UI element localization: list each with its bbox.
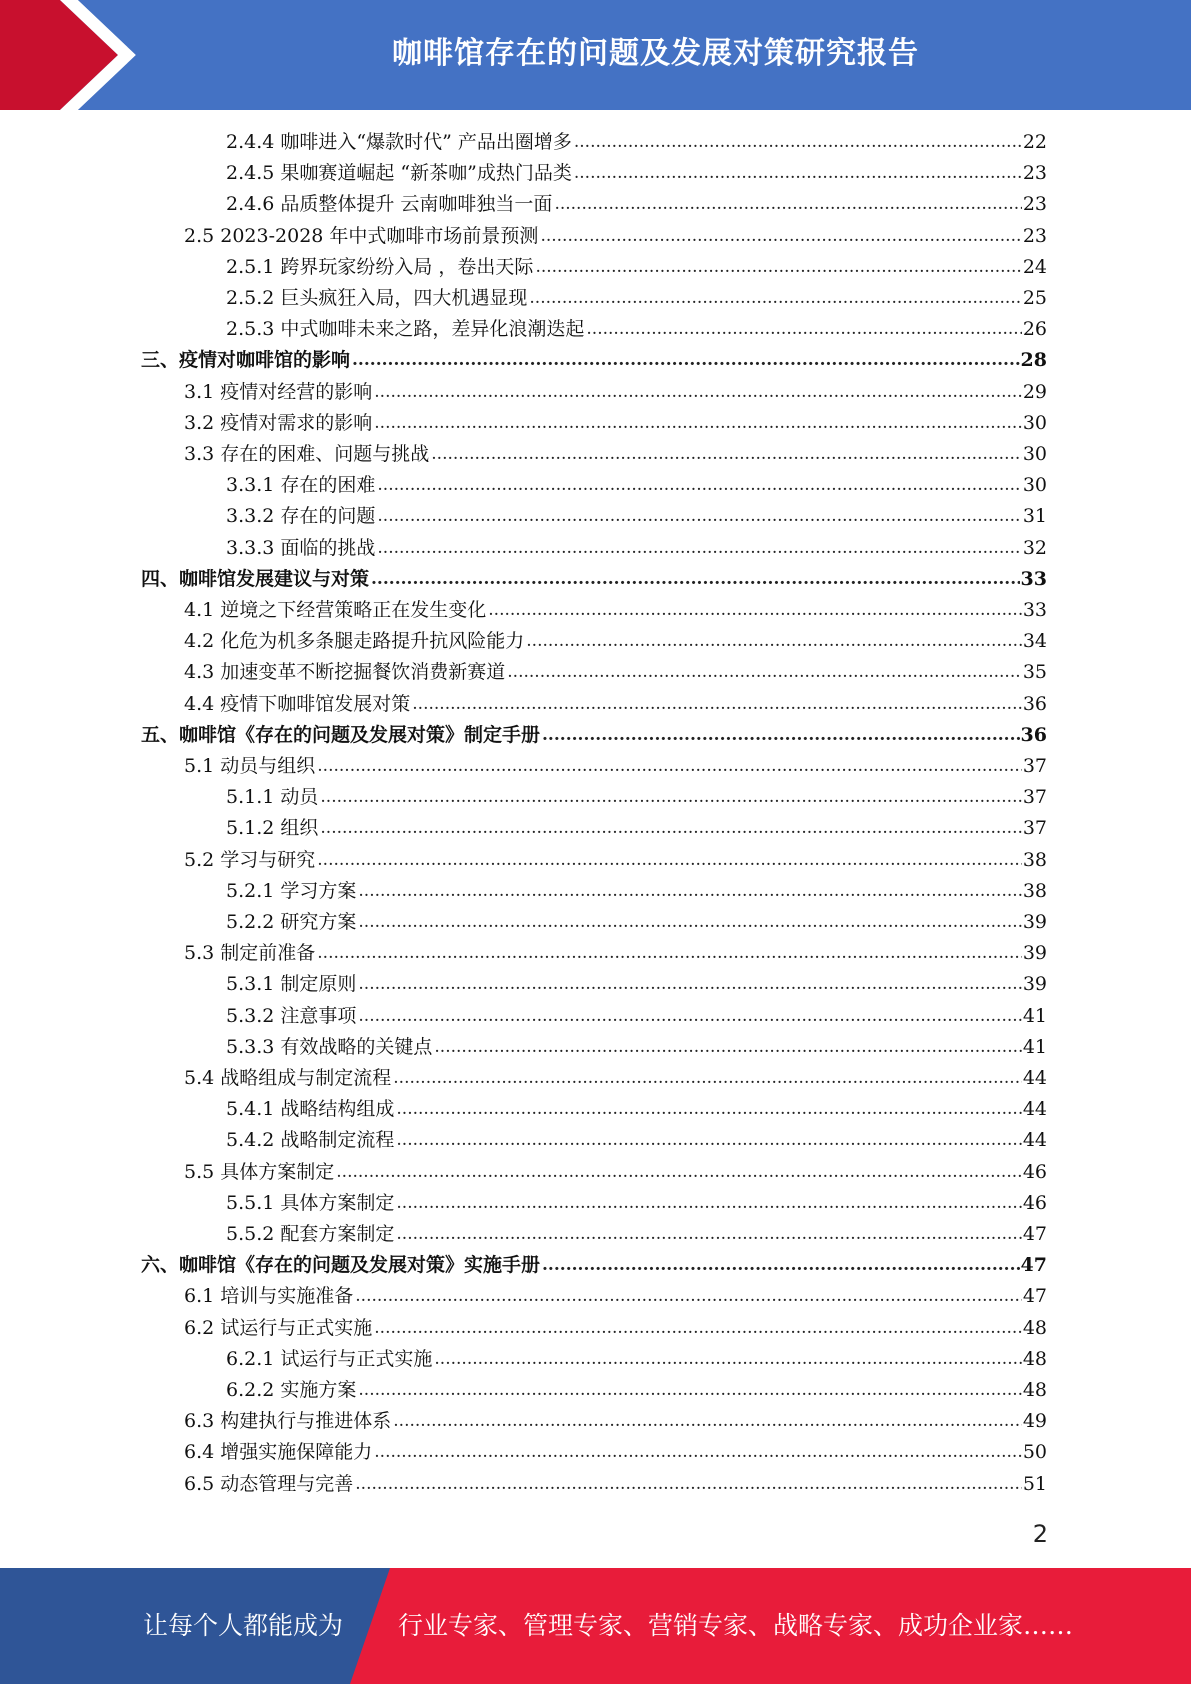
toc-entry-page: 49 [1022, 1410, 1047, 1432]
toc-entry-label: 6.3 构建执行与推进体系 [184, 1410, 392, 1432]
toc-entry[interactable] [226, 1219, 1047, 1250]
toc-leader-dots [317, 751, 1022, 782]
toc-entry-label: 4.3 加速变革不断挖掘餐饮消费新赛道 [184, 661, 506, 683]
toc-leader-dots [393, 1406, 1022, 1437]
toc-leader-dots [355, 1281, 1022, 1312]
toc-entry-page: 23 [1022, 162, 1047, 184]
toc-entry-label: 2.4.5 果咖赛道崛起 “新茶咖”成热门品类 [226, 162, 572, 184]
toc-leader-dots [507, 657, 1022, 688]
toc-entry[interactable] [184, 626, 1047, 657]
toc-entry-label: 五、咖啡馆《存在的问题及发展对策》制定手册 [141, 724, 541, 746]
toc-entry-page: 22 [1022, 131, 1047, 153]
toc-entry-page: 38 [1022, 849, 1047, 871]
toc-entry-page: 48 [1022, 1317, 1047, 1339]
toc-entry-page: 30 [1022, 443, 1047, 465]
toc-entry-label: 三、疫情对咖啡馆的影响 [141, 349, 351, 371]
toc-entry-label: 2.5.1 跨界玩家纷纷入局 ，卷出天际 [226, 256, 534, 278]
toc-entry[interactable] [184, 408, 1047, 439]
toc-leader-dots [377, 501, 1021, 532]
toc-leader-dots [554, 189, 1021, 220]
toc-leader-dots [396, 1188, 1021, 1219]
toc-entry-label: 5.3 制定前准备 [184, 942, 316, 964]
toc-entry-page: 37 [1022, 755, 1047, 777]
toc-entry-label: 6.5 动态管理与完善 [184, 1473, 354, 1495]
toc-entry-label: 5.4.1 战略结构组成 [226, 1098, 395, 1120]
toc-entry[interactable] [141, 564, 1047, 595]
toc-entry-page: 38 [1022, 880, 1047, 902]
toc-leader-dots [374, 1437, 1022, 1468]
toc-entry-page: 30 [1022, 474, 1047, 496]
toc-entry-label: 2.5.3 中式咖啡未来之路，差异化浪潮迭起 [226, 318, 585, 340]
toc-entry-page: 32 [1022, 537, 1047, 559]
toc-entry[interactable] [141, 1250, 1047, 1281]
toc-entry-page: 29 [1022, 381, 1047, 403]
toc-entry-label: 5.1 动员与组织 [184, 755, 316, 777]
toc-leader-dots [431, 439, 1022, 470]
toc-leader-dots [412, 689, 1022, 720]
toc-entry-page: 26 [1022, 318, 1047, 340]
toc-entry[interactable] [226, 501, 1047, 532]
toc-leader-dots [358, 1001, 1021, 1032]
toc-entry-page: 47 [1020, 1254, 1047, 1276]
toc-leader-dots [396, 1094, 1021, 1125]
toc-leader-dots [540, 221, 1021, 252]
toc-leader-dots [355, 1469, 1022, 1500]
toc-leader-dots [396, 1125, 1021, 1156]
toc-entry-page: 33 [1022, 599, 1047, 621]
toc-entry-page: 48 [1022, 1348, 1047, 1370]
toc-entry[interactable] [226, 283, 1047, 314]
toc-entry-label: 4.4 疫情下咖啡馆发展对策 [184, 693, 411, 715]
toc-entry[interactable] [184, 1063, 1047, 1094]
toc-entry-page: 25 [1022, 287, 1047, 309]
toc-entry-page: 41 [1022, 1036, 1047, 1058]
toc-entry-label: 6.1 培训与实施准备 [184, 1285, 354, 1307]
toc-leader-dots [374, 377, 1022, 408]
toc-leader-dots [542, 720, 1020, 751]
toc-entry-page: 37 [1022, 817, 1047, 839]
toc-entry-page: 28 [1020, 349, 1047, 371]
toc-entry-label: 5.3.1 制定原则 [226, 973, 357, 995]
toc-leader-dots [320, 813, 1021, 844]
toc-entry-page: 36 [1020, 724, 1047, 746]
toc-leader-dots [377, 470, 1021, 501]
toc-entry[interactable] [226, 907, 1047, 938]
toc-entry[interactable] [184, 1437, 1047, 1468]
toc-entry[interactable] [184, 1406, 1047, 1437]
toc-entry-label: 2.5.2 巨头疯狂入局，四大机遇显现 [226, 287, 528, 309]
toc-leader-dots [352, 345, 1020, 376]
toc-entry[interactable] [141, 345, 1047, 376]
toc-leader-dots [526, 626, 1022, 657]
toc-entry-page: 37 [1022, 786, 1047, 808]
toc-entry-page: 34 [1022, 630, 1047, 652]
toc-entry[interactable] [184, 751, 1047, 782]
toc-leader-dots [358, 907, 1021, 938]
toc-entry[interactable] [226, 158, 1047, 189]
toc-leader-dots [358, 876, 1021, 907]
toc-leader-dots [374, 1313, 1022, 1344]
toc-entry[interactable] [226, 252, 1047, 283]
toc-entry-label: 5.2.2 研究方案 [226, 911, 357, 933]
toc-entry-label: 5.5.1 具体方案制定 [226, 1192, 395, 1214]
toc-entry[interactable] [226, 1375, 1047, 1406]
toc-entry[interactable] [184, 938, 1047, 969]
toc-entry-page: 47 [1022, 1285, 1047, 1307]
toc-entry-label: 6.4 增强实施保障能力 [184, 1441, 373, 1463]
toc-entry[interactable] [226, 533, 1047, 564]
toc-entry[interactable] [226, 813, 1047, 844]
toc-entry[interactable] [226, 1344, 1047, 1375]
toc-entry[interactable] [226, 1032, 1047, 1063]
toc-entry[interactable] [184, 657, 1047, 688]
toc-entry-label: 3.3 存在的困难、问题与挑战 [184, 443, 430, 465]
toc-entry-label: 3.2 疫情对需求的影响 [184, 412, 373, 434]
toc-entry-label: 5.4.2 战略制定流程 [226, 1129, 395, 1151]
toc-entry-page: 23 [1022, 193, 1047, 215]
toc-leader-dots [317, 845, 1022, 876]
toc-entry-label: 4.1 逆境之下经营策略正在发生变化 [184, 599, 487, 621]
toc-entry[interactable] [226, 1094, 1047, 1125]
toc-entry-page: 33 [1020, 568, 1047, 590]
toc-entry-page: 41 [1022, 1005, 1047, 1027]
toc-entry-label: 3.3.1 存在的困难 [226, 474, 376, 496]
toc-entry[interactable] [226, 876, 1047, 907]
toc-entry-page: 30 [1022, 412, 1047, 434]
toc-leader-dots [371, 564, 1020, 595]
toc-entry-label: 4.2 化危为机多条腿走路提升抗风险能力 [184, 630, 525, 652]
toc-entry[interactable] [184, 689, 1047, 720]
toc-entry-label: 2.4.6 品质整体提升 云南咖啡独当一面 [226, 193, 553, 215]
toc-entry-label: 5.2 学习与研究 [184, 849, 316, 871]
toc-entry-page: 48 [1022, 1379, 1047, 1401]
toc-entry[interactable] [184, 377, 1047, 408]
toc-entry[interactable] [184, 1469, 1047, 1500]
toc-entry-page: 50 [1022, 1441, 1047, 1463]
toc-entry[interactable] [226, 1125, 1047, 1156]
toc-leader-dots [374, 408, 1022, 439]
toc-entry-label: 5.1.1 动员 [226, 786, 319, 808]
toc-entry-label: 6.2 试运行与正式实施 [184, 1317, 373, 1339]
toc-entry-label: 5.1.2 组织 [226, 817, 319, 839]
toc-leader-dots [542, 1250, 1020, 1281]
toc-entry-page: 44 [1022, 1098, 1047, 1120]
toc-entry[interactable] [226, 782, 1047, 813]
toc-entry[interactable] [226, 127, 1047, 158]
toc-entry-label: 5.5 具体方案制定 [184, 1161, 335, 1183]
toc-leader-dots [434, 1032, 1021, 1063]
report-title: 咖啡馆存在的问题及发展对策研究报告 [392, 36, 919, 71]
toc-entry[interactable] [184, 439, 1047, 470]
toc-entry-page: 35 [1022, 661, 1047, 683]
toc-leader-dots [574, 127, 1022, 158]
page-header [0, 0, 1191, 110]
toc-entry-page: 24 [1022, 256, 1047, 278]
toc-leader-dots [317, 938, 1022, 969]
toc-entry-label: 2.4.4 咖啡进入“爆款时代” 产品出圈增多 [226, 131, 572, 153]
toc-entry-label: 6.2.2 实施方案 [226, 1379, 357, 1401]
toc-entry[interactable] [226, 470, 1047, 501]
toc-leader-dots [488, 595, 1022, 626]
toc-entry[interactable] [184, 1157, 1047, 1188]
toc-leader-dots [396, 1219, 1021, 1250]
toc-entry[interactable] [141, 720, 1047, 751]
toc-leader-dots [358, 1375, 1021, 1406]
toc-entry-page: 31 [1022, 505, 1047, 527]
toc-entry-page: 44 [1022, 1129, 1047, 1151]
toc-entry-label: 3.1 疫情对经营的影响 [184, 381, 373, 403]
toc-entry-label: 5.3.3 有效战略的关键点 [226, 1036, 433, 1058]
toc-entry-label: 5.5.2 配套方案制定 [226, 1223, 395, 1245]
toc-leader-dots [586, 314, 1021, 345]
toc-entry-label: 5.3.2 注意事项 [226, 1005, 357, 1027]
toc-entry-page: 51 [1022, 1473, 1047, 1495]
toc-entry[interactable] [226, 1188, 1047, 1219]
toc-entry[interactable] [226, 189, 1047, 220]
footer-slogan: 让每个人都能成为 [143, 1611, 344, 1640]
page-footer [0, 1568, 1191, 1684]
toc-entry-page: 44 [1022, 1067, 1047, 1089]
toc-entry-label: 5.4 战略组成与制定流程 [184, 1067, 392, 1089]
toc-entry-page: 39 [1022, 973, 1047, 995]
toc-entry-label: 5.2.1 学习方案 [226, 880, 357, 902]
toc-entry[interactable] [226, 1001, 1047, 1032]
toc-entry[interactable] [184, 1281, 1047, 1312]
toc-entry[interactable] [226, 314, 1047, 345]
toc-leader-dots [377, 533, 1021, 564]
toc-entry-page: 39 [1022, 911, 1047, 933]
toc-leader-dots [336, 1157, 1022, 1188]
toc-entry-page: 39 [1022, 942, 1047, 964]
toc-entry-page: 46 [1022, 1192, 1047, 1214]
toc-entry[interactable] [226, 969, 1047, 1000]
toc-entry-page: 47 [1022, 1223, 1047, 1245]
toc-entry-page: 46 [1022, 1161, 1047, 1183]
toc-entry-page: 36 [1022, 693, 1047, 715]
toc-entry[interactable] [184, 845, 1047, 876]
toc-leader-dots [529, 283, 1021, 314]
toc-entry-page: 23 [1022, 225, 1047, 247]
footer-roles: 行业专家、管理专家、营销专家、战略专家、成功企业家…… [398, 1611, 1074, 1640]
toc-entry-label: 6.2.1 试运行与正式实施 [226, 1348, 433, 1370]
toc-leader-dots [358, 969, 1021, 1000]
toc-leader-dots [535, 252, 1021, 283]
toc-entry-label: 四、咖啡馆发展建议与对策 [141, 568, 370, 590]
toc-leader-dots [434, 1344, 1021, 1375]
toc-entry[interactable] [184, 595, 1047, 626]
toc-entry[interactable] [184, 221, 1047, 252]
toc-entry-label: 3.3.2 存在的问题 [226, 505, 376, 527]
toc-leader-dots [574, 158, 1022, 189]
page-number: 2 [1032, 1520, 1048, 1548]
toc-entry-label: 2.5 2023-2028 年中式咖啡市场前景预测 [184, 225, 539, 247]
toc-leader-dots [393, 1063, 1022, 1094]
toc-entry-label: 3.3.3 面临的挑战 [226, 537, 376, 559]
toc-leader-dots [320, 782, 1021, 813]
toc-entry-label: 六、咖啡馆《存在的问题及发展对策》实施手册 [141, 1254, 541, 1276]
toc-entry[interactable] [184, 1313, 1047, 1344]
